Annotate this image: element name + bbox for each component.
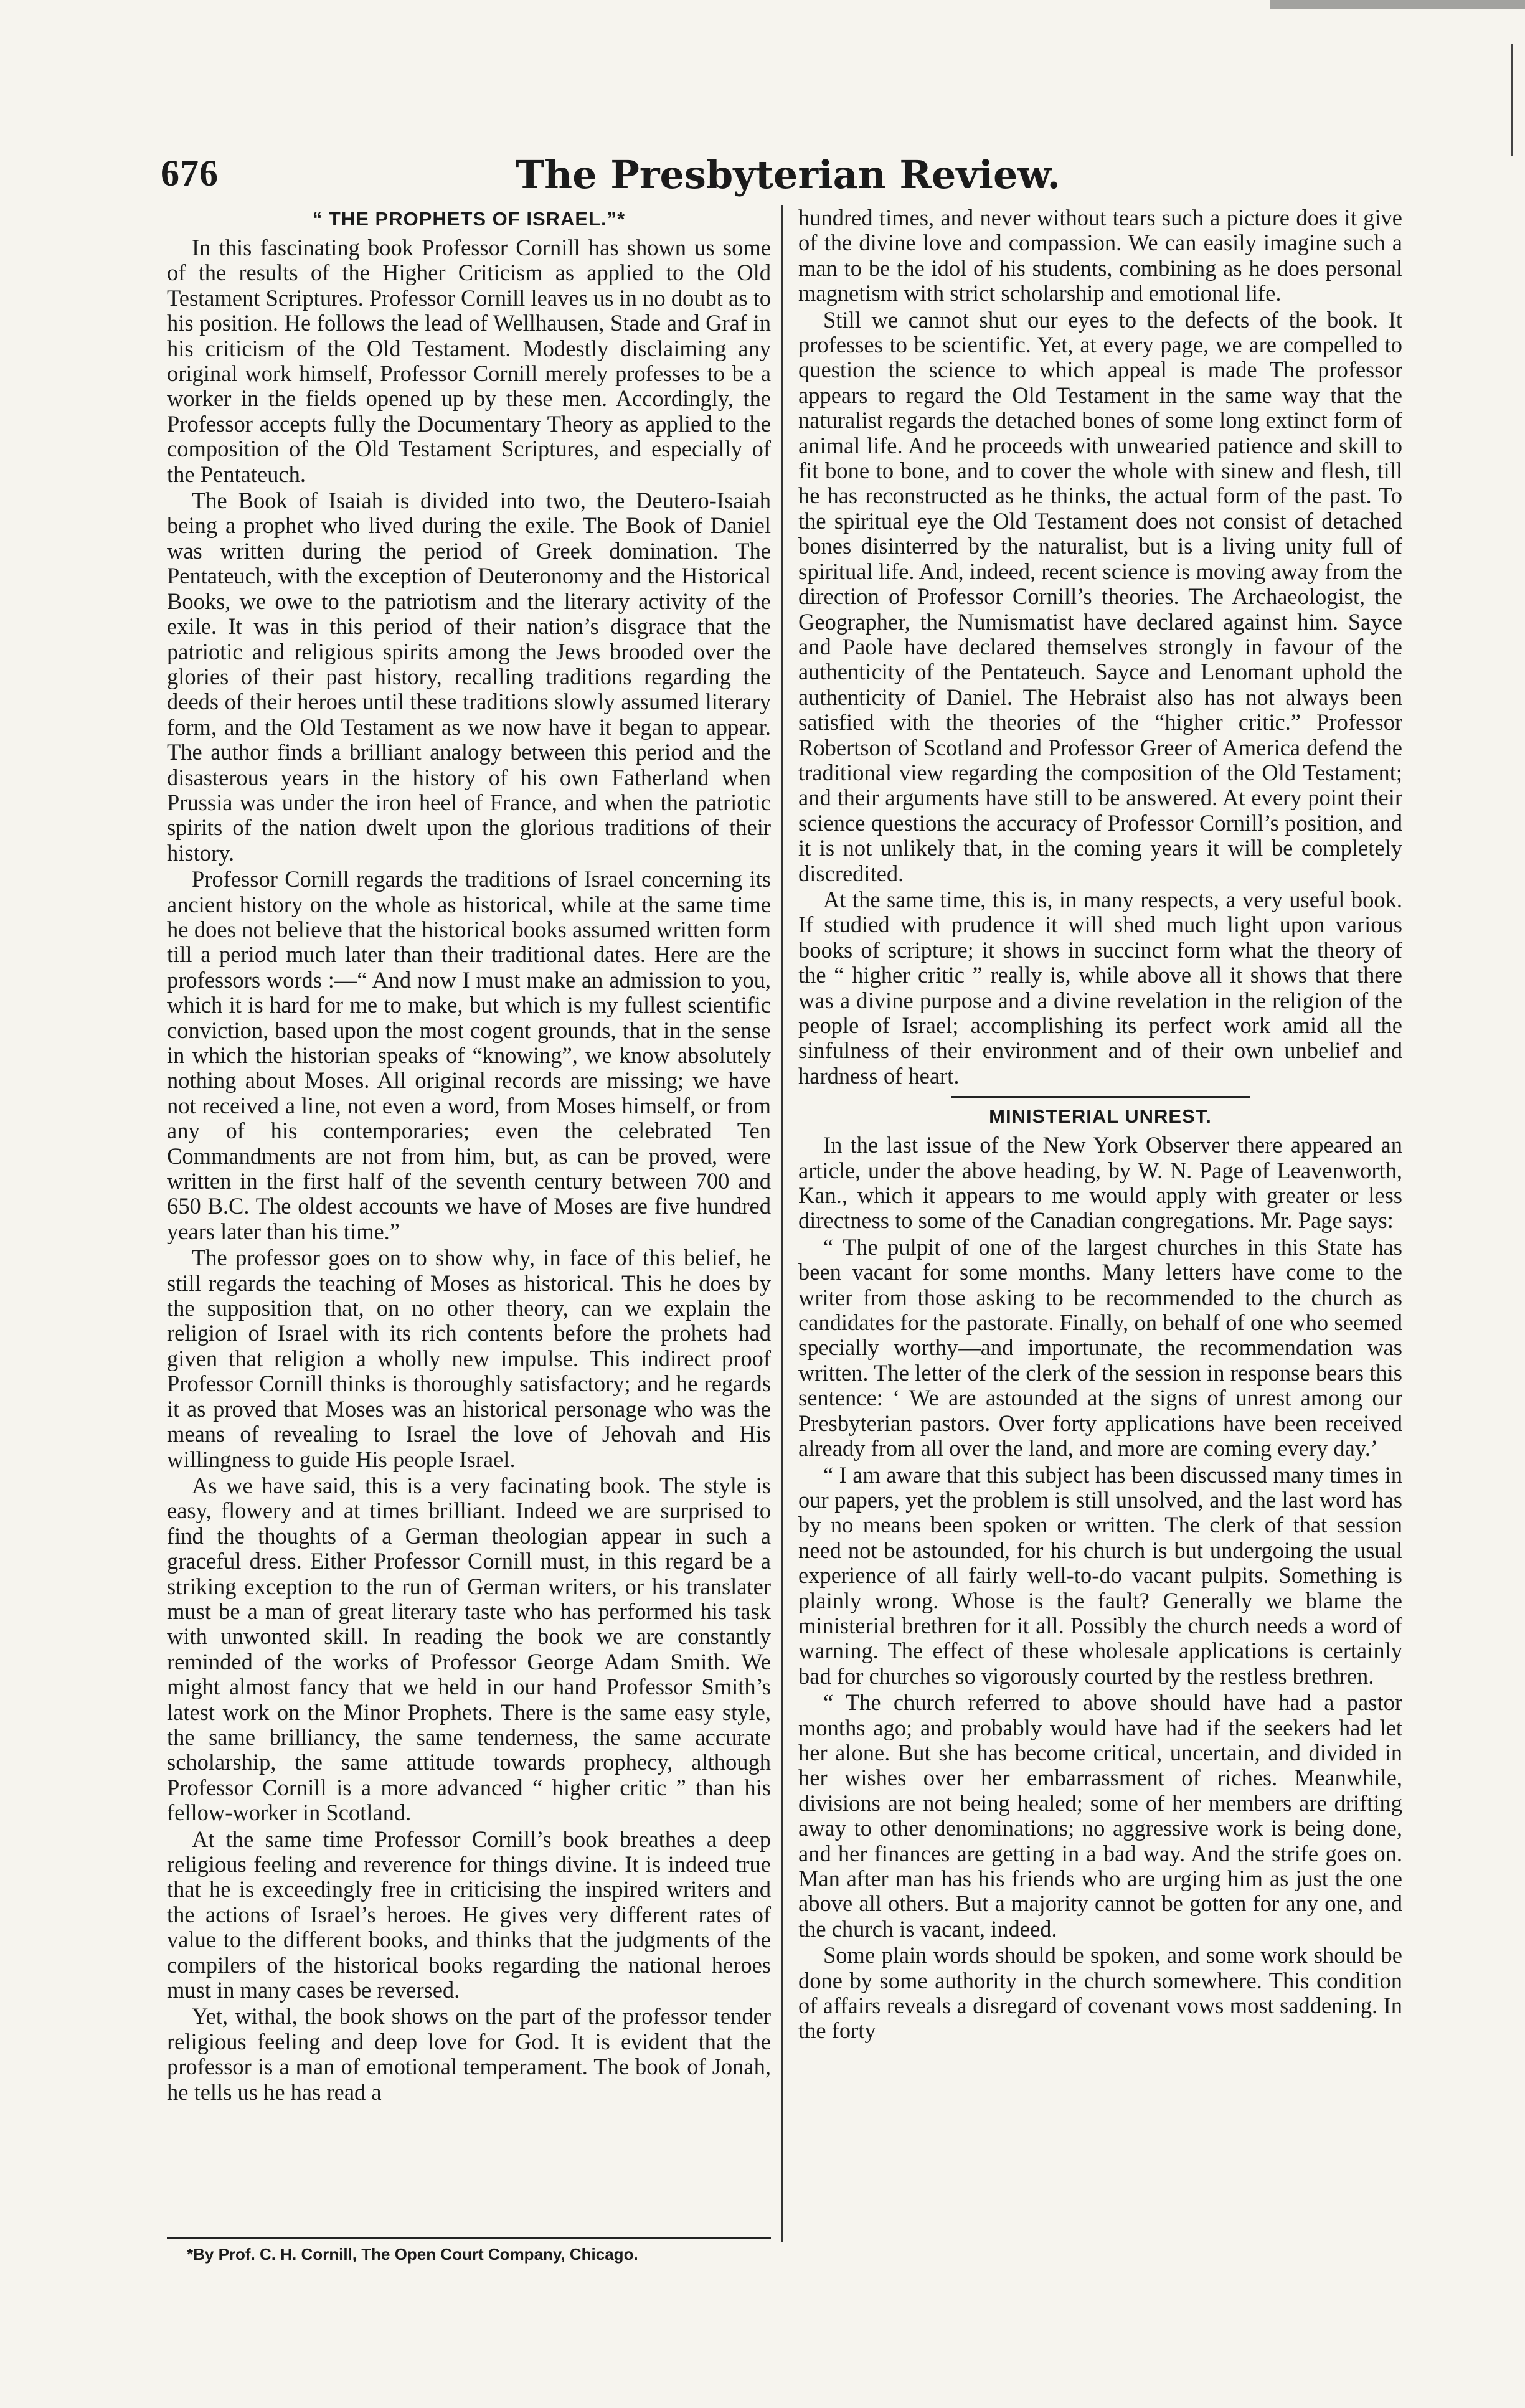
paragraph: “ I am aware that this subject has been discussed many times in our papers, yet the problem is still unsolved, and the last word has by no means been spoken or written. The clerk of that session need not be astounded, for his church is but undergoing the usual experience of all fairly well-to-do vacant pulpits. Something is plainly wrong. Whose is the fault? Generally we blame the ministerial brethren for it all. Possibly the church needs a word of warning. The effect of these wholesale applications is certainly bad for churches so vigorously courted by the restless brethren. — [798, 1461, 1402, 1689]
right-column — [798, 205, 1402, 2045]
footnote-divider — [167, 2237, 771, 2239]
paragraph: As we have said, this is a very facinating book. The style is easy, flowery and at times brilliant. Indeed we are surprised to find the thoughts of a German theologian appear in such a graceful dress. Either Professor Cornill must, in this regard be a striking exception to the run of German writers, or his translater must be a man of great literary taste who has performed his task with unwonted skill. In reading the book we are constantly reminded of the works of Professor George Adam Smith. We might almost fancy that we held in our hand Professor Smith’s latest work on the Minor Prophets. There is the same easy style, the same brilliancy, the same tenderness, the same accurate scholarship, the same attitude towards prophecy, although Professor Cornill is a more advanced “ higher critic ” than his fellow-worker in Scotland. — [167, 1472, 771, 1826]
paragraph: In the last issue of the New York Observer there appeared an article, under the above heading, by W. N. Page of Leavenworth, Kan., which it appears to me would apply with greater or less directness to some of the Canadian congregations. Mr. Page says: — [798, 1132, 1402, 1234]
paragraph: At the same time, this is, in many respects, a very useful book. If studied with prudence it will shed much light upon various books of scripture; it shows in succinct form what the theory of the “ higher critic ” really is, while above all it shows that there was a divine purpose and a divine revelation in the religion of the people of Israel; accomplishing its perfect work amid all the sinfulness of their environment and of their own unbelief and hardness of heart. — [798, 886, 1402, 1088]
column-divider — [781, 205, 783, 2242]
section-divider — [951, 1096, 1250, 1098]
paragraph: The professor goes on to show why, in face of this belief, he still regards the teaching of Moses as historical. This he does by the supposition that, on no other theory, can we explain the religion of Israel with its rich contents before the prohets had given that religion a wholly new impulse. This indirect proof Professor Cornill thinks is thoroughly satisfactory; and he regards it as proved that Moses was an historical personage who was the means of revealing to Israel the love of Jehovah and His willingness to guide His people Israel. — [167, 1245, 771, 1472]
article-title-prophets: “ THE PROPHETS OF ISRAEL.”* — [312, 208, 626, 230]
running-title: The Presbyterian Review. — [516, 152, 1061, 197]
paragraph: hundred times, and never without tears such a picture does it give of the divine love and compassion. We can easily imagine such a man to be the idol of his students, combining as he does personal magnetism with strict scholarship and emotional life. — [798, 205, 1402, 306]
paragraph: At the same time Professor Cornill’s book breathes a deep religious feeling and reverence for things divine. It is indeed true that he is exceedingly free in criticising the inspired writers and the actions of Israel’s heroes. He gives very different rates of value to the different books, and thinks that the judgments of the compilers of the historical books regarding the national heroes must in many cases be reversed. — [167, 1826, 771, 2003]
paragraph: “ The church referred to above should have had a pastor months ago; and probably would have had if the seekers had let her alone. But she has become critical, uncertain, and divided in her wishes over her embarrassment of riches. Meanwhile, divisions are not being healed; some of her members are drifting away to other denominations; no aggressive work is being done, and her finances are getting in a bad way. And the strife goes on. Man after man has his friends who are urging him as just the one above all others. But a majority cannot be gotten for any one, and the church is vacant, indeed. — [798, 1689, 1402, 1942]
paragraph: “ The pulpit of one of the largest churches in this State has been vacant for some months. Many letters have come to the writer from those asking to be recommended to the church as candidates for the pastorate. Finally, on behalf of one who seemed specially worthy—and importunate, the recommendation was written. The letter of the clerk of the session in response bears this sentence: ‘ We are astounded at the signs of unrest among our Presbyterian pastors. Over forty applications have been received already from all over the land, and more are coming every day.’ — [798, 1234, 1402, 1461]
paragraph: In this fascinating book Professor Cornill has shown us some of the results of the Higher Criticism as applied to the Old Testament Scriptures. Professor Cornill leaves us in no doubt as to his position. He follows the lead of Wellhausen, Stade and Graf in his criticism of the Old Testament. Modestly disclaiming any original work himself, Professor Cornill merely professes to be a worker in the fields opened up by these men. Accordingly, the Professor accepts fully the Documentary Theory as applied to the composition of the Old Testament Scriptures, and especially of the Pentateuch. — [167, 235, 771, 487]
paragraph: Professor Cornill regards the traditions of Israel concerning its ancient history on the whole as historical, while at the same time he does not believe that the historical books assumed written form till a period much later than their traditional dates. Here are the professors words :—“ And now I must make an admission to you, which it is hard for me to make, but which is my fullest scientific conviction, based upon the most cogent grounds, that in the sense in which the historian speaks of “knowing”, we know absolutely nothing about Moses. All original records are missing; we have not received a line, not even a word, from Moses himself, or from any of his contemporaries; even the celebrated Ten Commandments are not from him, but, as can be proved, were written in the first half of the seventh century between 700 and 650 B.C. The oldest accounts we have of Moses are five hundred years later than his time.” — [167, 866, 771, 1244]
paragraph: The Book of Isaiah is divided into two, the Deutero-Isaiah being a prophet who lived during the exile. The Book of Daniel was written during the period of Greek domination. The Pentateuch, with the exception of Deuteronomy and the Historical Books, we owe to the patriotism and the literary activity of the exile. It was in this period of their nation’s disgrace that the patriotic and religious spirits among the Jews brooded over the glories of their past history, recalling traditions regarding the deeds of their heroes until these traditions slowly assumed literary form, and the Old Testament as we now have it began to appear. The author finds a brilliant analogy between this period and the disasterous years in the history of his own Fatherland when Prussia was under the iron heel of France, and when the patriotic spirits of the nation dwelt upon the glorious traditions of their history. — [167, 488, 771, 866]
left-column — [167, 205, 771, 2106]
paragraph: Some plain words should be spoken, and some work should be done by some authority in the church somewhere. This condition of affairs reveals a disregard of covenant vows most saddening. In the forty — [798, 1942, 1402, 2044]
page-number: 676 — [161, 153, 219, 194]
scan-edge-mark — [1270, 0, 1525, 9]
margin-mark — [1511, 44, 1513, 156]
footnote: *By Prof. C. H. Cornill, The Open Court Company, Chicago. — [187, 2245, 638, 2264]
page-header — [161, 152, 1400, 208]
article-title-ministerial-unrest: MINISTERIAL UNREST. — [989, 1105, 1212, 1128]
paragraph: Yet, withal, the book shows on the part of the professor tender religious feeling and deep love for God. It is evident that the professor is a man of emotional temperament. The book of Jonah, he tells us he has read a — [167, 2003, 771, 2105]
paragraph: Still we cannot shut our eyes to the defects of the book. It professes to be scientific. Yet, at every page, we are compelled to question the science to which appeal is made The professor appears to regard the Old Testament in the same way that the naturalist regards the detached bones of some long extinct form of animal life. And he proceeds with unwearied patience and skill to fit bone to bone, and to cover the whole with sinew and flesh, till he has reconstructed as he thinks, the actual form of the past. To the spiritual eye the Old Testament does not consist of detached bones disinterred by the naturalist, but is a living unity full of spiritual life. And, indeed, recent science is moving away from the direction of Professor Cornill’s theories. The Archaeologist, the Geographer, the Numismatist have declared against him. Sayce and Paole have declared themselves strongly in favour of the authenticity of the Pentateuch. Sayce and Lenomant uphold the authenticity of Daniel. The Hebraist also has not always been satisfied with the theories of the “higher critic.” Professor Robertson of Scotland and Professor Greer of America defend the traditional view regarding the composition of the Old Testament; and their arguments have still to be answered. At every point their science questions the accuracy of Professor Cornill’s position, and it is not unlikely that, in the coming years it will be completely discredited. — [798, 306, 1402, 886]
